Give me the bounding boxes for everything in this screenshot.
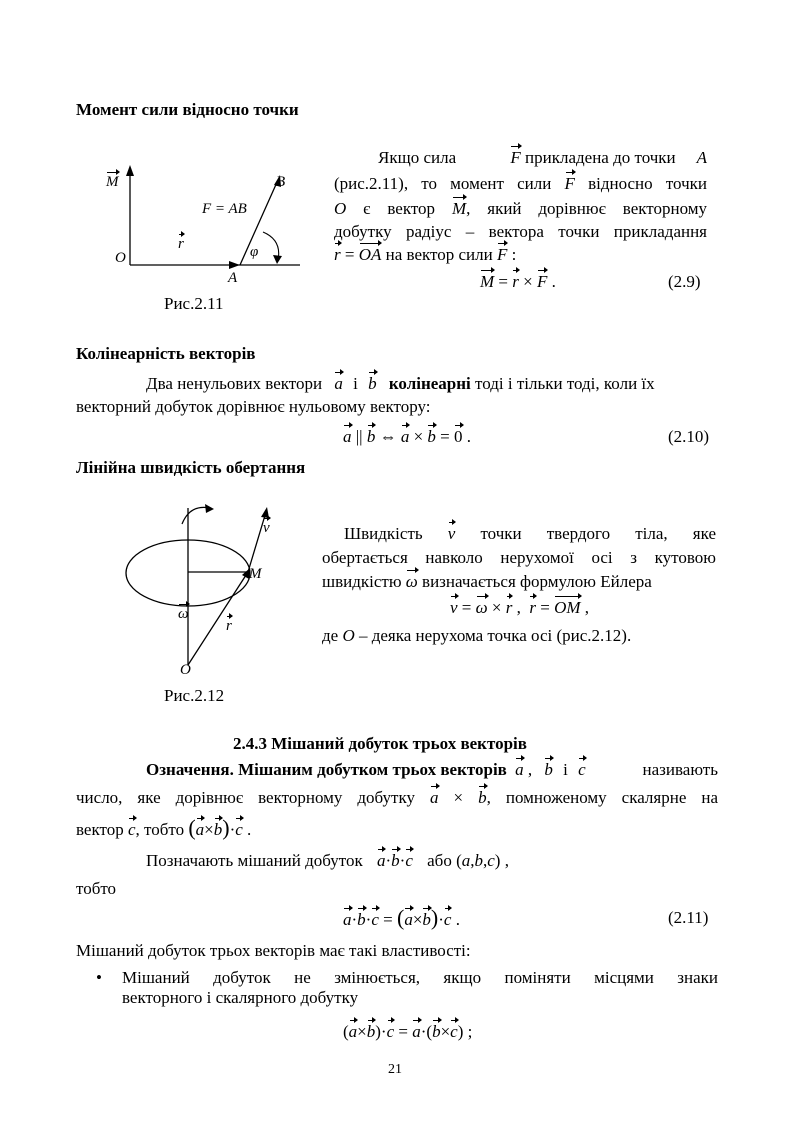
fig211-label-phi: φ [250, 244, 259, 260]
position-vector [188, 572, 248, 665]
list-item: • Мішаний добуток не змінюється, якщо поміняти місцями знаки векторного і скалярного добутку [96, 968, 718, 1007]
fig211-label-m: M [106, 174, 119, 190]
page-number: 21 [388, 1062, 402, 1077]
paragraph-moment-l5: r = OA на вектор сили F : [334, 245, 517, 264]
properties-intro: Мішаний добуток трьох векторів має такі властивості: [76, 941, 471, 960]
formula-2-11: a·b·c = (a×b)·c . [343, 905, 460, 930]
figure-caption-2-12: Рис.2.12 [164, 686, 225, 705]
velocity-l3: швидкістю ω визначається формулою Ейлера [322, 572, 652, 591]
collinearity-l2: векторний добуток дорівнює нульовому вектору: [76, 397, 431, 416]
definition-l3: вектор c, тобто (a×b)·c . [76, 815, 252, 840]
paragraph-moment-l4: добутку радіус – вектора точки прикладання [334, 222, 707, 241]
fig211-label-o: O [115, 250, 126, 266]
section-heading-velocity: Лінійна швидкість обертання [76, 458, 306, 477]
formula-label-2-11: (2.11) [668, 908, 709, 927]
formula-2-10: a || b ⇔ a × b = 0 . [343, 427, 471, 446]
fig212-label-m: M [249, 566, 262, 582]
fig211-label-f: F = AB [202, 201, 247, 217]
fig211-label-a: A [228, 270, 238, 286]
notation-line: Позначають мішаний добуток a·b·c або (a,b,c) , [146, 851, 509, 870]
arrowhead-m [126, 165, 134, 176]
definition-l1: Означення. Мішаним добутком трьох векторів a , b і c називають [146, 760, 718, 779]
figure-2-12 [120, 500, 280, 680]
figure-caption-2-11: Рис.2.11 [164, 294, 224, 313]
arc-arrowhead [273, 255, 282, 264]
collinearity-l1: Два ненульових вектори a і b колінеарні тоді і тільки тоді, коли їх [146, 374, 655, 393]
section-heading-mixed-product: 2.4.3 Мішаний добуток трьох векторів [233, 734, 527, 753]
force-vector [240, 180, 278, 265]
formula-2-9: M = r × F . [480, 272, 556, 291]
paragraph-moment-l3: O є вектор M, який дорівнює векторному [334, 199, 708, 218]
fig212-label-omega: ω [178, 606, 189, 622]
fig212-label-r: r [226, 618, 232, 634]
velocity-l4: де O – деяка нерухома точка осі (рис.2.12). [322, 626, 632, 645]
arrowhead-r [229, 261, 240, 269]
bullet-icon: • [96, 968, 102, 987]
formula-label-2-10: (2.10) [668, 427, 710, 446]
section-heading-collinearity: Колінеарність векторів [76, 344, 256, 363]
fig211-label-b: B [276, 174, 286, 190]
paragraph-moment-l2: (рис.2.11), то момент сили F відносно точки [334, 174, 708, 193]
fig212-label-o: O [180, 662, 191, 678]
fig211-label-r: r [178, 236, 184, 252]
paragraph-moment-l1: Якщо сила F прикладена до точки A [378, 148, 707, 167]
velocity-l1: Швидкість v точки твердого тіла, яке [344, 524, 716, 543]
formula-euler: v = ω × r , r = OM , [450, 598, 590, 617]
definition-l2: число, яке дорівнює векторному добутку a × b, помноженому скалярне на [76, 788, 719, 807]
formula-label-2-9: (2.9) [668, 272, 701, 291]
formula-property-1: (a×b)·c = a·(b×c) ; [343, 1022, 473, 1041]
fig212-label-v: v [263, 520, 270, 536]
section-heading-moment: Момент сили відносно точки [76, 100, 299, 119]
tobto-line: тобто [76, 879, 117, 898]
rotation-arrowhead [205, 504, 214, 513]
velocity-l2: обертається навколо нерухомої осі з кутовою [322, 548, 716, 567]
properties-list [96, 968, 718, 1008]
